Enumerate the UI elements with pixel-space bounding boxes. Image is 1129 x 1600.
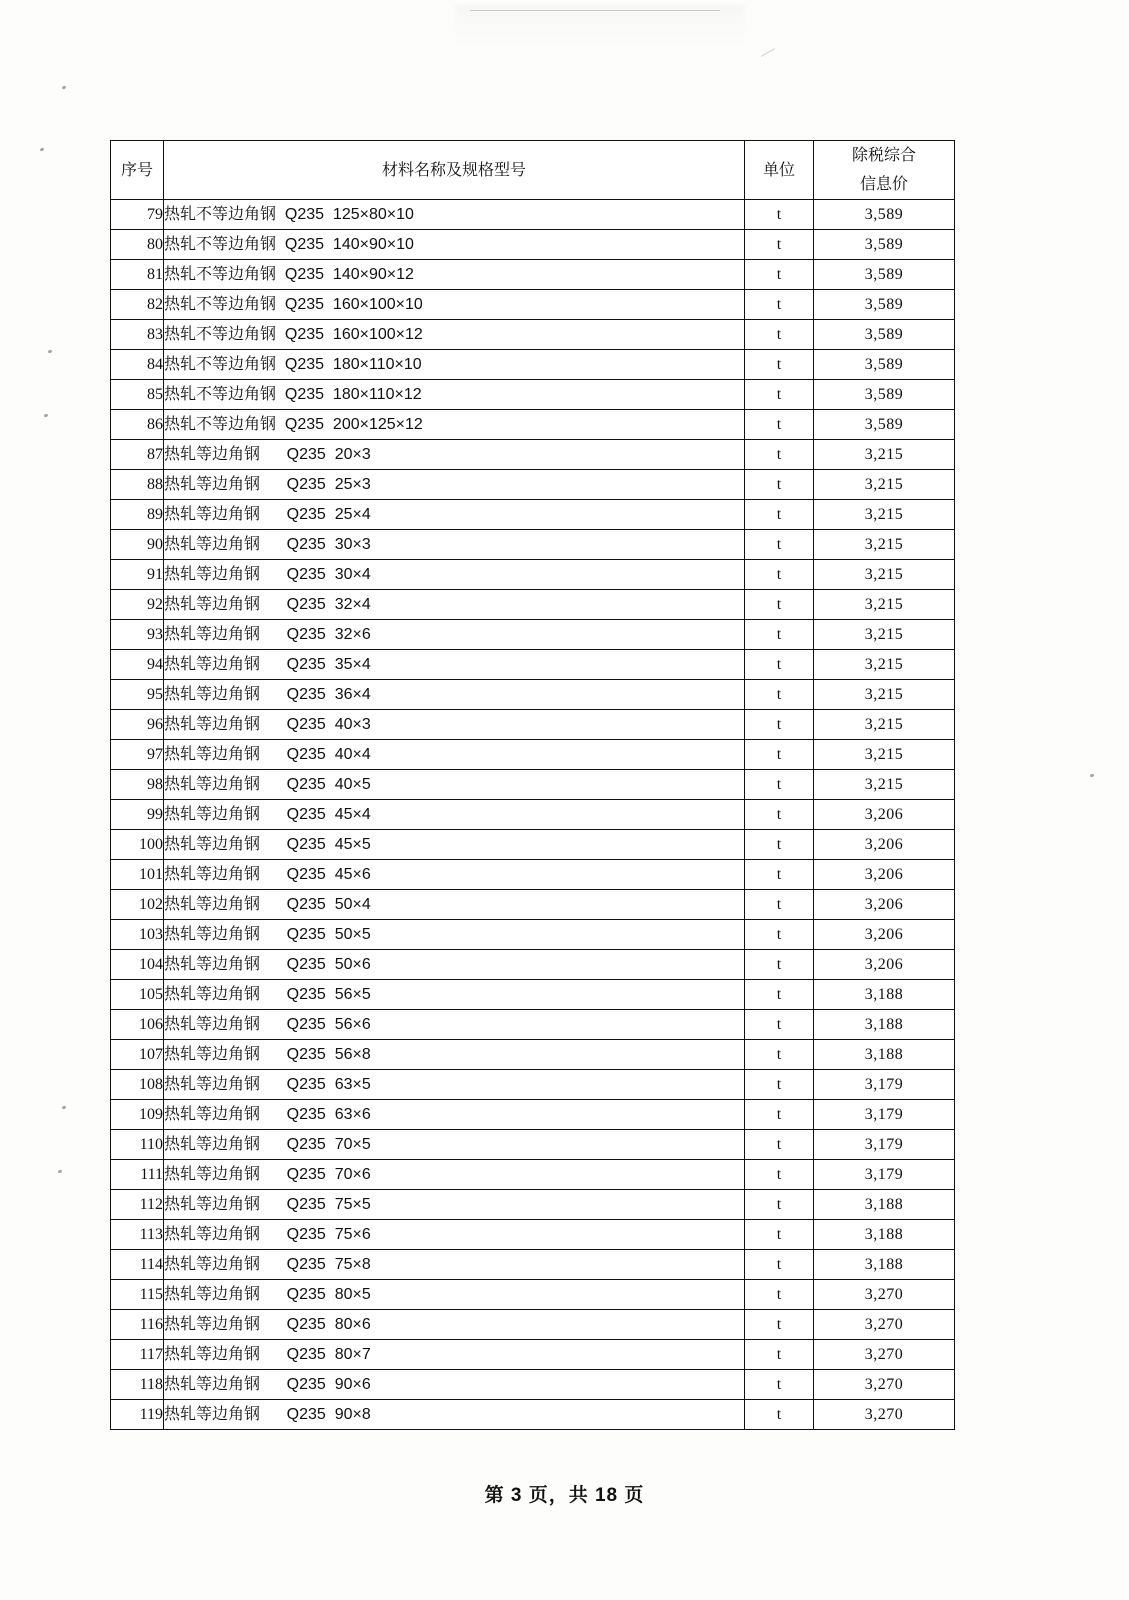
table-row: [111, 470, 955, 500]
cell-unit: t: [745, 470, 814, 500]
table-row: [111, 590, 955, 620]
table-row: [111, 320, 955, 350]
cell-unit: t: [745, 1040, 814, 1070]
cell-name: 热轧等边角钢 Q235 40×5: [164, 770, 745, 800]
cell-no: 91: [111, 560, 164, 590]
cell-price: 3,270: [814, 1400, 955, 1430]
cell-no: 106: [111, 1010, 164, 1040]
column-header-price-line2: 信息价: [859, 176, 908, 193]
cell-no: 116: [111, 1310, 164, 1340]
cell-price: 3,215: [814, 530, 955, 560]
cell-unit: t: [745, 890, 814, 920]
cell-name: 热轧等边角钢 Q235 90×8: [164, 1400, 745, 1430]
table-row: [111, 1070, 955, 1100]
cell-no: 101: [111, 860, 164, 890]
cell-name: 热轧等边角钢 Q235 45×6: [164, 860, 745, 890]
cell-unit: t: [745, 980, 814, 1010]
table-row: [111, 350, 955, 380]
cell-unit: t: [745, 1160, 814, 1190]
cell-price: 3,215: [814, 590, 955, 620]
cell-no: 107: [111, 1040, 164, 1070]
cell-unit: t: [745, 350, 814, 380]
cell-price: 3,206: [814, 890, 955, 920]
cell-name: 热轧等边角钢 Q235 75×8: [164, 1250, 745, 1280]
cell-unit: t: [745, 1370, 814, 1400]
cell-no: 80: [111, 230, 164, 260]
cell-unit: t: [745, 1010, 814, 1040]
cell-unit: t: [745, 1280, 814, 1310]
cell-price: 3,270: [814, 1280, 955, 1310]
cell-price: 3,179: [814, 1160, 955, 1190]
cell-name: 热轧等边角钢 Q235 36×4: [164, 680, 745, 710]
table-row: [111, 800, 955, 830]
cell-unit: t: [745, 1340, 814, 1370]
cell-no: 98: [111, 770, 164, 800]
cell-no: 89: [111, 500, 164, 530]
table-row: [111, 1280, 955, 1310]
cell-price: 3,589: [814, 200, 955, 230]
scan-artifact-speck: [48, 349, 53, 353]
cell-name: 热轧等边角钢 Q235 30×4: [164, 560, 745, 590]
table-row: [111, 500, 955, 530]
cell-name: 热轧等边角钢 Q235 30×3: [164, 530, 745, 560]
table-row: [111, 1160, 955, 1190]
column-header-price: [814, 141, 955, 200]
cell-no: 113: [111, 1220, 164, 1250]
table-row: [111, 380, 955, 410]
scan-artifact-speck: [58, 1169, 63, 1173]
cell-unit: t: [745, 1100, 814, 1130]
cell-unit: t: [745, 770, 814, 800]
cell-price: 3,206: [814, 950, 955, 980]
cell-no: 104: [111, 950, 164, 980]
table-row: [111, 1340, 955, 1370]
cell-no: 99: [111, 800, 164, 830]
cell-name: 热轧不等边角钢 Q235 160×100×12: [164, 320, 745, 350]
table-row: [111, 1370, 955, 1400]
cell-price: 3,589: [814, 260, 955, 290]
cell-price: 3,589: [814, 230, 955, 260]
cell-name: 热轧等边角钢 Q235 50×5: [164, 920, 745, 950]
cell-no: 97: [111, 740, 164, 770]
cell-no: 112: [111, 1190, 164, 1220]
cell-name: 热轧等边角钢 Q235 25×3: [164, 470, 745, 500]
cell-price: 3,270: [814, 1310, 955, 1340]
cell-name: 热轧等边角钢 Q235 25×4: [164, 500, 745, 530]
scan-artifact-line: [761, 48, 775, 57]
scan-artifact-line: [470, 10, 720, 11]
table-row: [111, 1250, 955, 1280]
cell-price: 3,188: [814, 980, 955, 1010]
cell-price: 3,215: [814, 770, 955, 800]
cell-no: 111: [111, 1160, 164, 1190]
cell-unit: t: [745, 1130, 814, 1160]
cell-no: 85: [111, 380, 164, 410]
cell-name: 热轧等边角钢 Q235 40×4: [164, 740, 745, 770]
table-row: [111, 560, 955, 590]
cell-unit: t: [745, 650, 814, 680]
cell-no: 108: [111, 1070, 164, 1100]
cell-name: 热轧等边角钢 Q235 80×6: [164, 1310, 745, 1340]
cell-unit: t: [745, 380, 814, 410]
cell-no: 96: [111, 710, 164, 740]
cell-price: 3,215: [814, 680, 955, 710]
cell-name: 热轧不等边角钢 Q235 125×80×10: [164, 200, 745, 230]
cell-unit: t: [745, 590, 814, 620]
table-row: [111, 200, 955, 230]
cell-no: 117: [111, 1340, 164, 1370]
cell-unit: t: [745, 830, 814, 860]
cell-price: 3,206: [814, 800, 955, 830]
cell-unit: t: [745, 410, 814, 440]
table-row: [111, 950, 955, 980]
table-row: [111, 710, 955, 740]
column-header-unit: 单位: [745, 141, 814, 200]
cell-unit: t: [745, 200, 814, 230]
table-row: [111, 890, 955, 920]
cell-name: 热轧不等边角钢 Q235 140×90×10: [164, 230, 745, 260]
cell-no: 110: [111, 1130, 164, 1160]
cell-unit: t: [745, 1400, 814, 1430]
cell-unit: t: [745, 440, 814, 470]
cell-unit: t: [745, 1070, 814, 1100]
table-row: [111, 680, 955, 710]
cell-name: 热轧不等边角钢 Q235 180×110×12: [164, 380, 745, 410]
cell-unit: t: [745, 860, 814, 890]
cell-price: 3,188: [814, 1040, 955, 1070]
table-header-row: [111, 141, 955, 200]
scan-artifact-speck: [62, 85, 67, 89]
cell-no: 79: [111, 200, 164, 230]
cell-price: 3,589: [814, 380, 955, 410]
cell-unit: t: [745, 320, 814, 350]
cell-name: 热轧等边角钢 Q235 45×4: [164, 800, 745, 830]
cell-no: 88: [111, 470, 164, 500]
cell-no: 103: [111, 920, 164, 950]
cell-name: 热轧等边角钢 Q235 56×8: [164, 1040, 745, 1070]
cell-price: 3,215: [814, 710, 955, 740]
cell-name: 热轧等边角钢 Q235 70×5: [164, 1130, 745, 1160]
table-row: [111, 1130, 955, 1160]
cell-name: 热轧等边角钢 Q235 32×4: [164, 590, 745, 620]
cell-no: 95: [111, 680, 164, 710]
table-row: [111, 1040, 955, 1070]
cell-no: 94: [111, 650, 164, 680]
table-row: [111, 650, 955, 680]
scan-artifact-speck: [40, 147, 45, 151]
column-header-price-line1: 除税综合: [851, 147, 916, 164]
cell-unit: t: [745, 680, 814, 710]
cell-unit: t: [745, 1250, 814, 1280]
cell-price: 3,215: [814, 440, 955, 470]
cell-name: 热轧等边角钢 Q235 70×6: [164, 1160, 745, 1190]
column-header-no: 序号: [111, 141, 164, 200]
cell-price: 3,188: [814, 1010, 955, 1040]
table-row: [111, 440, 955, 470]
table-row: [111, 260, 955, 290]
cell-no: 92: [111, 590, 164, 620]
table-row: [111, 980, 955, 1010]
cell-price: 3,215: [814, 740, 955, 770]
cell-unit: t: [745, 800, 814, 830]
cell-name: 热轧等边角钢 Q235 75×6: [164, 1220, 745, 1250]
table-row: [111, 1010, 955, 1040]
cell-unit: t: [745, 710, 814, 740]
cell-no: 102: [111, 890, 164, 920]
cell-price: 3,215: [814, 500, 955, 530]
cell-unit: t: [745, 560, 814, 590]
cell-name: 热轧等边角钢 Q235 45×5: [164, 830, 745, 860]
cell-name: 热轧等边角钢 Q235 80×7: [164, 1340, 745, 1370]
table-row: [111, 530, 955, 560]
cell-unit: t: [745, 950, 814, 980]
table-header: [111, 141, 955, 200]
cell-no: 82: [111, 290, 164, 320]
cell-name: 热轧等边角钢 Q235 75×5: [164, 1190, 745, 1220]
cell-name: 热轧不等边角钢 Q235 200×125×12: [164, 410, 745, 440]
table-row: [111, 230, 955, 260]
cell-name: 热轧不等边角钢 Q235 180×110×10: [164, 350, 745, 380]
cell-no: 118: [111, 1370, 164, 1400]
cell-no: 93: [111, 620, 164, 650]
scan-artifact-speck: [62, 1105, 67, 1109]
cell-name: 热轧等边角钢 Q235 90×6: [164, 1370, 745, 1400]
scan-artifact-speck: [1090, 773, 1095, 777]
cell-unit: t: [745, 920, 814, 950]
cell-no: 81: [111, 260, 164, 290]
material-price-table: [110, 140, 955, 1430]
cell-price: 3,188: [814, 1250, 955, 1280]
table-body: [111, 200, 955, 1430]
cell-price: 3,215: [814, 620, 955, 650]
cell-unit: t: [745, 290, 814, 320]
table-row: [111, 290, 955, 320]
cell-price: 3,215: [814, 470, 955, 500]
cell-price: 3,589: [814, 320, 955, 350]
scan-artifact-speck: [44, 413, 49, 417]
cell-price: 3,215: [814, 560, 955, 590]
table-row: [111, 740, 955, 770]
cell-no: 100: [111, 830, 164, 860]
table-row: [111, 620, 955, 650]
table-row: [111, 860, 955, 890]
table-row: [111, 770, 955, 800]
cell-no: 115: [111, 1280, 164, 1310]
cell-no: 105: [111, 980, 164, 1010]
cell-unit: t: [745, 230, 814, 260]
cell-price: 3,589: [814, 290, 955, 320]
cell-price: 3,179: [814, 1100, 955, 1130]
cell-price: 3,179: [814, 1130, 955, 1160]
column-header-name: 材料名称及规格型号: [164, 141, 745, 200]
cell-price: 3,206: [814, 920, 955, 950]
cell-no: 84: [111, 350, 164, 380]
cell-no: 90: [111, 530, 164, 560]
cell-unit: t: [745, 500, 814, 530]
cell-no: 87: [111, 440, 164, 470]
cell-unit: t: [745, 620, 814, 650]
cell-no: 109: [111, 1100, 164, 1130]
table-row: [111, 1100, 955, 1130]
cell-unit: t: [745, 740, 814, 770]
cell-price: 3,589: [814, 350, 955, 380]
cell-price: 3,188: [814, 1220, 955, 1250]
table-row: [111, 920, 955, 950]
table-row: [111, 830, 955, 860]
cell-name: 热轧等边角钢 Q235 63×5: [164, 1070, 745, 1100]
cell-name: 热轧等边角钢 Q235 32×6: [164, 620, 745, 650]
cell-unit: t: [745, 1190, 814, 1220]
cell-name: 热轧等边角钢 Q235 50×4: [164, 890, 745, 920]
cell-unit: t: [745, 1220, 814, 1250]
cell-unit: t: [745, 1310, 814, 1340]
cell-name: 热轧等边角钢 Q235 20×3: [164, 440, 745, 470]
cell-name: 热轧不等边角钢 Q235 160×100×10: [164, 290, 745, 320]
table-row: [111, 1220, 955, 1250]
cell-unit: t: [745, 260, 814, 290]
cell-price: 3,188: [814, 1190, 955, 1220]
cell-name: 热轧不等边角钢 Q235 140×90×12: [164, 260, 745, 290]
cell-price: 3,179: [814, 1070, 955, 1100]
cell-price: 3,270: [814, 1340, 955, 1370]
cell-name: 热轧等边角钢 Q235 50×6: [164, 950, 745, 980]
page-footer: 第 3 页，共 18 页: [484, 1485, 645, 1506]
table-row: [111, 1190, 955, 1220]
cell-no: 114: [111, 1250, 164, 1280]
cell-name: 热轧等边角钢 Q235 56×6: [164, 1010, 745, 1040]
cell-no: 83: [111, 320, 164, 350]
cell-price: 3,206: [814, 830, 955, 860]
cell-name: 热轧等边角钢 Q235 40×3: [164, 710, 745, 740]
cell-name: 热轧等边角钢 Q235 35×4: [164, 650, 745, 680]
cell-name: 热轧等边角钢 Q235 56×5: [164, 980, 745, 1010]
cell-price: 3,215: [814, 650, 955, 680]
table-row: [111, 1400, 955, 1430]
cell-price: 3,270: [814, 1370, 955, 1400]
cell-price: 3,589: [814, 410, 955, 440]
cell-no: 119: [111, 1400, 164, 1430]
table-row: [111, 410, 955, 440]
cell-no: 86: [111, 410, 164, 440]
cell-price: 3,206: [814, 860, 955, 890]
cell-name: 热轧等边角钢 Q235 63×6: [164, 1100, 745, 1130]
cell-name: 热轧等边角钢 Q235 80×5: [164, 1280, 745, 1310]
cell-unit: t: [745, 530, 814, 560]
table-row: [111, 1310, 955, 1340]
